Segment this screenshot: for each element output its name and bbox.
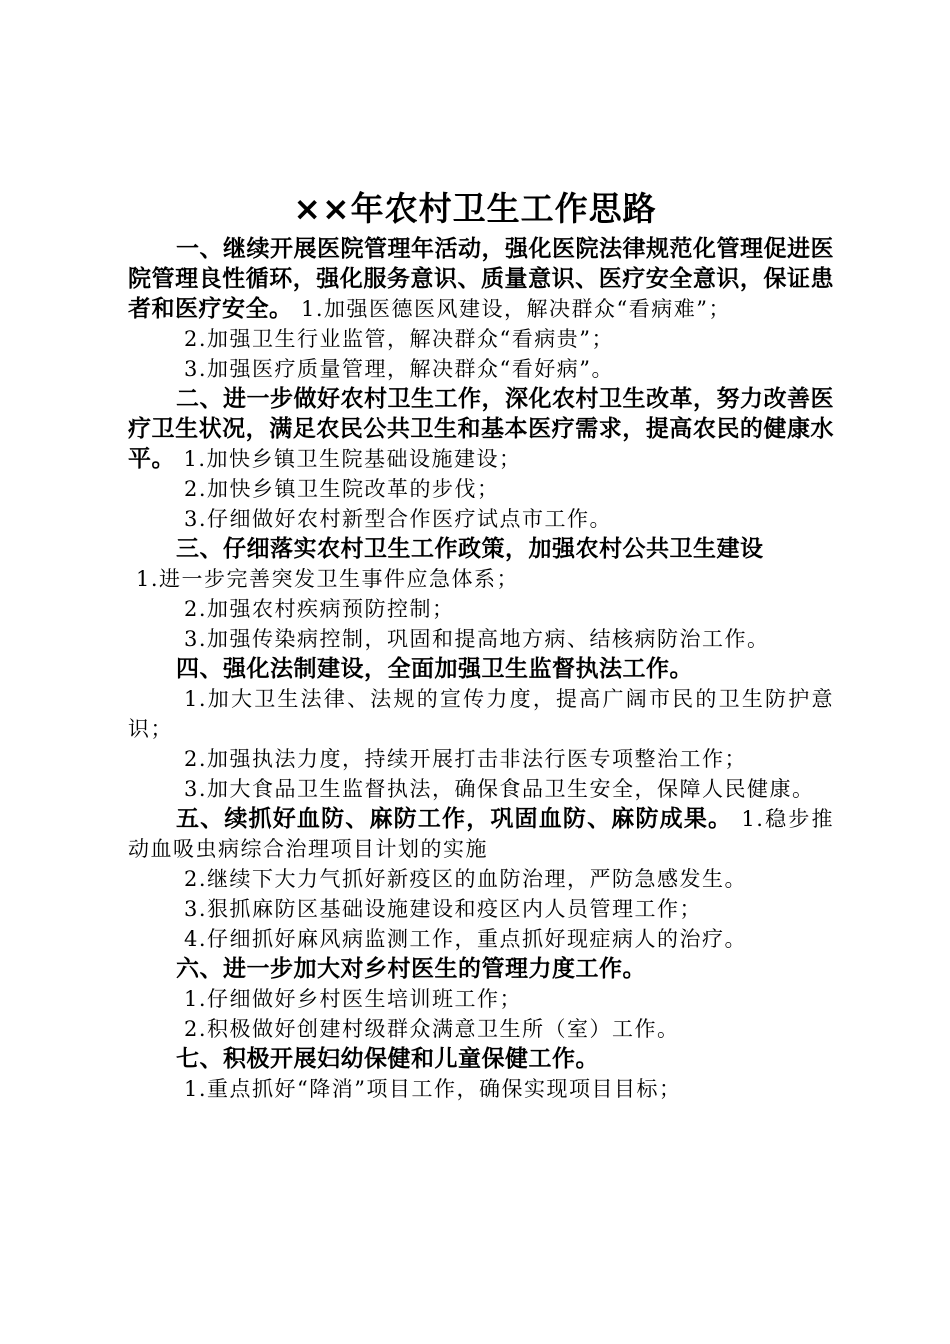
list-item: 3.加大食品卫生监督执法，确保食品卫生安全，保障人民健康。 [184, 777, 815, 801]
section-heading [128, 954, 834, 984]
section-heading [128, 1044, 834, 1074]
list-item: 1.加大卫生法律、法规的宣传力度，提高广阔市民的卫生防护意识； [128, 687, 834, 741]
list-item: 3.加强医疗质量管理，解决群众“看好病”。 [184, 357, 615, 381]
section-heading [128, 804, 834, 864]
section-heading-text: 一、继续开展医院管理年活动，强化医院法律规范化管理促进医院管理良性循环，强化服务意识、质量意识、医疗安全意识，保证患者和医疗安全。 [128, 236, 834, 322]
section-heading-text: 三、仔细落实农村卫生工作政策，加强农村公共卫生建设 [176, 536, 764, 562]
list-item: 3.加强传染病控制，巩固和提高地方病、结核病防治工作。 [184, 627, 770, 651]
list-item: 2.加快乡镇卫生院改革的步伐； [184, 477, 500, 501]
list-item: 2.积极做好创建村级群众满意卫生所（室）工作。 [184, 1017, 680, 1041]
section-heading-text: 二、进一步做好农村卫生工作，深化农村卫生改革，努力改善医疗卫生状况，满足农民公共卫生和基本医疗需求，提高农民的健康水平。 [128, 386, 834, 472]
list-item: 2.加强卫生行业监管，解决群众“看病贵”； [184, 327, 615, 351]
section-heading-text: 四、强化法制建设，全面加强卫生监督执法工作。 [176, 656, 693, 682]
list-item: 2.继续下大力气抓好新疫区的血防治理，严防急感发生。 [184, 867, 748, 891]
page-title: ××年农村卫生工作思路 [293, 189, 657, 228]
list-item: 3.狠抓麻防区基础设施建设和疫区内人员管理工作； [184, 897, 703, 921]
list-item: 1.重点抓好“降消”项目工作，确保实现项目目标； [184, 1077, 682, 1101]
section-heading [128, 384, 834, 474]
section-heading-text: 五、续抓好血防、麻防工作，巩固血防、麻防成果。 [176, 806, 733, 832]
list-item: 1.加快乡镇卫生院基础设施建设； [183, 447, 522, 471]
section-heading [128, 654, 834, 684]
list-item: 1.加强医德医风建设，解决群众“看病难”； [301, 297, 732, 321]
list-item: 1.进一步完善突发卫生事件应急体系； [136, 567, 520, 591]
list-item: 1.仔细做好乡村医生培训班工作； [184, 987, 523, 1011]
section-heading [128, 234, 834, 324]
section-heading [128, 534, 834, 564]
list-item: 2.加强农村疾病预防控制； [184, 597, 455, 621]
list-item: 1.稳步推动血吸虫病综合治理项目计划的实施 [128, 807, 835, 861]
section-heading-text: 六、进一步加大对乡村医生的管理力度工作。 [176, 956, 646, 982]
section-heading-text: 七、积极开展妇幼保健和儿童保健工作。 [176, 1046, 599, 1072]
list-item: 3.仔细做好农村新型合作医疗试点市工作。 [184, 507, 613, 531]
list-item: 2.加强执法力度，持续开展打击非法行医专项整治工作； [184, 747, 748, 771]
list-item: 4.仔细抓好麻风病监测工作，重点抓好现症病人的治疗。 [184, 927, 748, 951]
document-body [128, 234, 834, 1104]
